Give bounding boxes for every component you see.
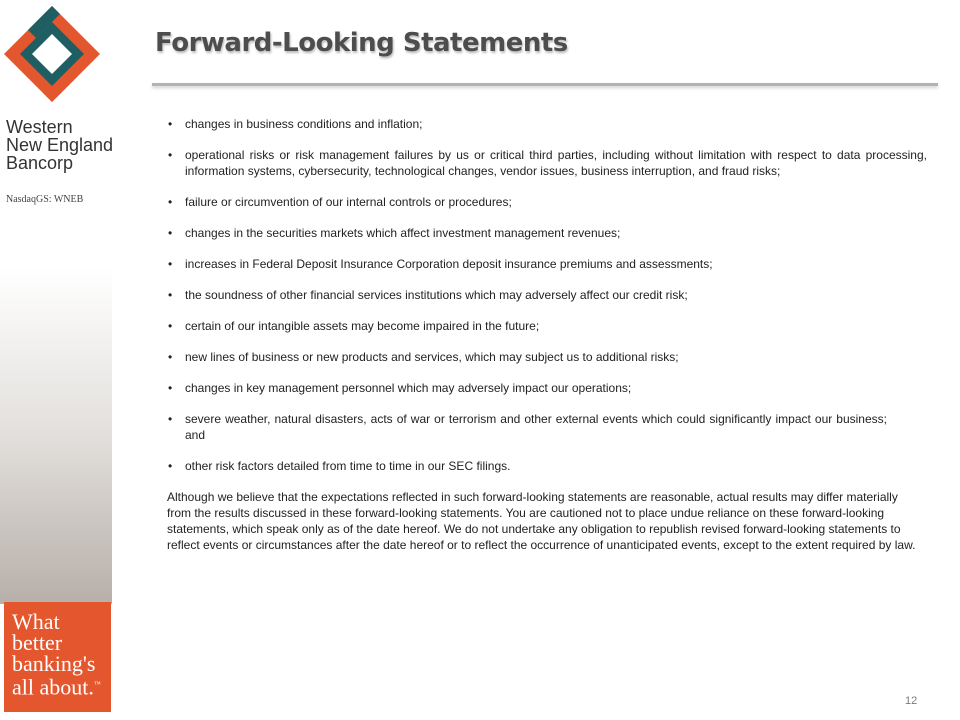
slide-content	[167, 116, 927, 553]
bullet-icon: •	[168, 288, 173, 302]
sidebar-gradient	[0, 268, 112, 604]
bullet-icon: •	[168, 381, 173, 395]
company-name-line: Bancorp	[6, 153, 74, 173]
company-name-line: New England	[6, 135, 114, 155]
list-item-text: the soundness of other financial services institutions which may adversely affect our credit risk;	[185, 288, 688, 302]
list-item-text: severe weather, natural disasters, acts of war or terrorism and other external events which could significantly impact our business; and	[185, 412, 887, 442]
bullet-icon: •	[168, 257, 173, 271]
safe-harbor-paragraph: Although we believe that the expectations reflected in such forward-looking statements are reasonable, actual results may differ materially from the results discussed in these forward-looking statements. You are cautioned not to place undue reliance on these forward-looking statements, which speak only as of the date hereof. We do not undertake any obligation to republish revised forward-looking statements to reflect events or circumstances after the date hereof or to reflect the occurrence of unanticipated events, except to the extent required by law.	[167, 490, 916, 552]
list-item	[167, 411, 927, 443]
stock-ticker: NasdaqGS: WNEB	[6, 194, 84, 205]
company-name-line: Western	[6, 117, 73, 137]
tagline-line: banking's	[12, 651, 96, 676]
bullet-icon: •	[168, 412, 173, 426]
bullet-icon: •	[168, 319, 173, 333]
list-item	[167, 318, 927, 334]
company-logo-icon	[2, 4, 102, 104]
list-item-text: new lines of business or new products and services, which may subject us to additional risks;	[185, 350, 679, 364]
page-number: 12	[905, 695, 918, 707]
bullet-icon: •	[168, 350, 173, 364]
page-title: Forward-Looking Statements	[155, 28, 568, 58]
list-item	[167, 225, 927, 241]
list-item-text: other risk factors detailed from time to time in our SEC filings.	[185, 459, 511, 473]
list-item	[167, 116, 927, 132]
title-divider	[152, 83, 938, 86]
trademark-mark: ™	[93, 680, 101, 688]
list-item	[167, 147, 927, 179]
tagline-text: all about.	[12, 674, 94, 700]
list-item-text: failure or circumvention of our internal controls or procedures;	[185, 195, 512, 209]
risk-factor-list	[167, 116, 927, 474]
bullet-icon: •	[168, 195, 173, 209]
list-item-text: changes in the securities markets which affect investment management revenues;	[185, 226, 621, 240]
list-item	[167, 194, 927, 210]
list-item	[167, 256, 927, 272]
bullet-icon: •	[168, 226, 173, 240]
bullet-icon: •	[168, 459, 173, 473]
list-item-text: operational risks or risk management failures by us or critical third parties, including without limitation with respect to data processing, information systems, cybersecurity, technological changes, vendor issues, business interruption, and fraud risks;	[185, 148, 927, 178]
list-item	[167, 458, 927, 474]
tagline-line: better	[12, 630, 63, 655]
company-name	[6, 118, 136, 172]
bullet-icon: •	[168, 117, 173, 131]
tagline-box	[4, 602, 111, 712]
brand-sidebar	[0, 0, 112, 720]
list-item-text: changes in key management personnel which may adversely impact our operations;	[185, 381, 632, 395]
list-item-text: changes in business conditions and inflation;	[185, 117, 423, 131]
list-item-text: certain of our intangible assets may become impaired in the future;	[185, 319, 540, 333]
list-item-text: increases in Federal Deposit Insurance Corporation deposit insurance premiums and assessments;	[185, 257, 713, 271]
list-item	[167, 380, 927, 396]
bullet-icon: •	[168, 148, 173, 162]
list-item	[167, 349, 927, 365]
list-item	[167, 287, 927, 303]
tagline-line: What	[12, 609, 60, 634]
tagline-line	[12, 674, 111, 700]
